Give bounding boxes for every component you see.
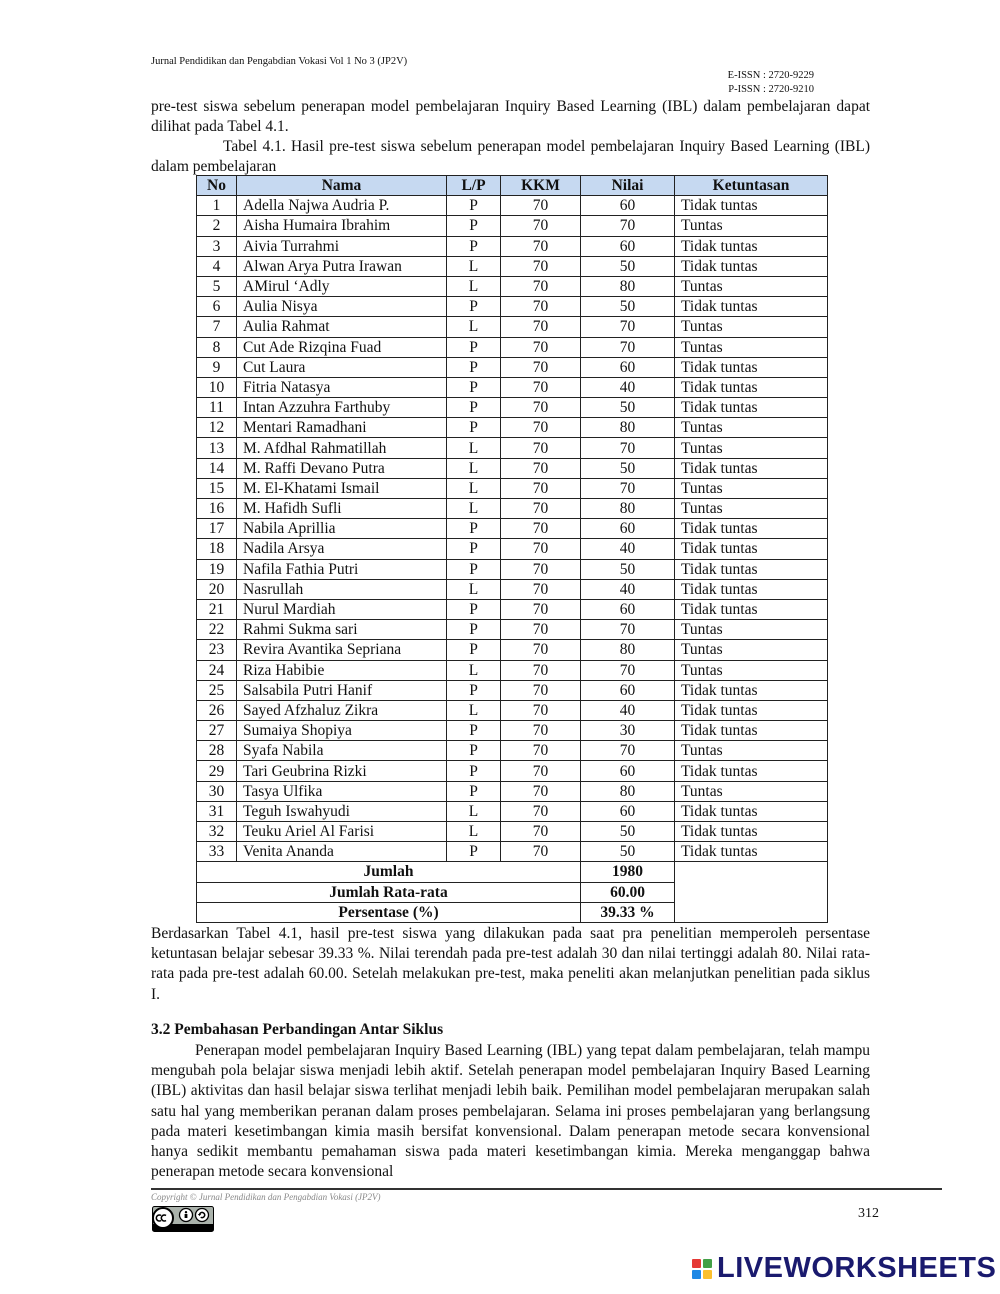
cell-nama: Tari Geubrina Rizki — [237, 761, 447, 781]
cell-kkm: 70 — [501, 721, 581, 741]
header-nilai: Nilai — [581, 176, 675, 196]
cell-no: 9 — [197, 357, 237, 377]
page-number: 312 — [858, 1206, 879, 1221]
cell-no: 14 — [197, 458, 237, 478]
cell-no: 22 — [197, 620, 237, 640]
table-row — [197, 297, 828, 317]
cell-nama: M. Afdhal Rahmatillah — [237, 438, 447, 458]
summary-value: 1980 — [581, 862, 675, 882]
cell-nama: Nadila Arsya — [237, 539, 447, 559]
cell-lp: L — [447, 660, 501, 680]
cell-lp: L — [447, 801, 501, 821]
cell-ketuntasan: Tuntas — [675, 478, 828, 498]
cell-kkm: 70 — [501, 317, 581, 337]
header-lp: L/P — [447, 176, 501, 196]
cell-kkm: 70 — [501, 519, 581, 539]
cell-ketuntasan: Tuntas — [675, 438, 828, 458]
journal-title: Jurnal Pendidikan dan Pengabdian Vokasi Vol 1 No 3 (JP2V) — [151, 56, 408, 67]
cell-ketuntasan: Tuntas — [675, 418, 828, 438]
cell-nama: Salsabila Putri Hanif — [237, 680, 447, 700]
cell-nilai: 60 — [581, 761, 675, 781]
cell-kkm: 70 — [501, 680, 581, 700]
cell-lp: P — [447, 640, 501, 660]
cell-ketuntasan: Tidak tuntas — [675, 297, 828, 317]
cell-lp: P — [447, 297, 501, 317]
table-row — [197, 196, 828, 216]
intro-paragraph: pre-test siswa sebelum penerapan model pembelajaran Inquiry Based Learning (IBL) dalam pembelajaran dapat dilihat pada Tabel 4.1. — [151, 98, 870, 136]
cell-nama: Sumaiya Shopiya — [237, 721, 447, 741]
cell-nilai: 80 — [581, 418, 675, 438]
cell-no: 17 — [197, 519, 237, 539]
cell-ketuntasan: Tidak tuntas — [675, 398, 828, 418]
cell-nama: Aulia Nisya — [237, 297, 447, 317]
table-row — [197, 842, 828, 862]
discussion-paragraph — [151, 1041, 870, 1182]
cell-no: 30 — [197, 781, 237, 801]
table-row — [197, 599, 828, 619]
cell-lp: P — [447, 196, 501, 216]
cell-no: 11 — [197, 398, 237, 418]
table-row — [197, 337, 828, 357]
cell-nilai: 70 — [581, 438, 675, 458]
cell-no: 20 — [197, 579, 237, 599]
table-row — [197, 438, 828, 458]
cell-lp: L — [447, 499, 501, 519]
header-nama: Nama — [237, 176, 447, 196]
cell-nilai: 70 — [581, 317, 675, 337]
pretest-table — [196, 175, 828, 923]
cell-no: 3 — [197, 236, 237, 256]
cell-no: 26 — [197, 700, 237, 720]
cell-nilai: 70 — [581, 620, 675, 640]
table-row — [197, 216, 828, 236]
table-row — [197, 539, 828, 559]
cell-kkm: 70 — [501, 781, 581, 801]
cell-nama: Adella Najwa Audria P. — [237, 196, 447, 216]
cell-no: 27 — [197, 721, 237, 741]
cell-kkm: 70 — [501, 620, 581, 640]
cell-lp: P — [447, 721, 501, 741]
cell-nama: Nabila Aprillia — [237, 519, 447, 539]
cell-nama: M. El-Khatami Ismail — [237, 478, 447, 498]
result-paragraph: Berdasarkan Tabel 4.1, hasil pre-test siswa yang dilakukan pada saat pra penelitian memperoleh persentase ketuntasan belajar sebesar 39.33 %. Nilai terendah pada pre-test adalah 30 dan nilai tertinggi adalah 80. Nilai rata-rata pada pre-test adalah 60.00. Setelah melakukan pre-test, maka peneliti akan melanjutkan penelitian pada siklus I. — [151, 925, 870, 1003]
pissn: P-ISSN : 2720-9210 — [728, 84, 814, 95]
cell-ketuntasan: Tidak tuntas — [675, 761, 828, 781]
cell-nilai: 50 — [581, 256, 675, 276]
cell-kkm: 70 — [501, 418, 581, 438]
cell-no: 18 — [197, 539, 237, 559]
summary-value: 60.00 — [581, 882, 675, 902]
table-row — [197, 822, 828, 842]
table-row — [197, 640, 828, 660]
copyright-text: Copyright © Jurnal Pendidikan dan Pengabdian Vokasi (JP2V) — [151, 1192, 381, 1202]
cell-nilai: 40 — [581, 579, 675, 599]
cell-lp: P — [447, 357, 501, 377]
cell-no: 24 — [197, 660, 237, 680]
cell-kkm: 70 — [501, 458, 581, 478]
table-row — [197, 317, 828, 337]
header-no: No — [197, 176, 237, 196]
cell-nilai: 60 — [581, 236, 675, 256]
cell-ketuntasan: Tuntas — [675, 640, 828, 660]
cell-kkm: 70 — [501, 297, 581, 317]
table-row — [197, 398, 828, 418]
cell-nama: Nurul Mardiah — [237, 599, 447, 619]
footer-rule — [151, 1188, 942, 1190]
cell-kkm: 70 — [501, 276, 581, 296]
cell-lp: P — [447, 398, 501, 418]
cell-lp: P — [447, 741, 501, 761]
cell-ketuntasan: Tuntas — [675, 276, 828, 296]
table-row — [197, 236, 828, 256]
cell-nilai: 60 — [581, 599, 675, 619]
cc-by-sa-icon — [152, 1206, 214, 1232]
table-row — [197, 478, 828, 498]
cell-no: 28 — [197, 741, 237, 761]
cell-nama: Cut Laura — [237, 357, 447, 377]
cell-lp: L — [447, 276, 501, 296]
cell-nilai: 80 — [581, 640, 675, 660]
cell-lp: P — [447, 761, 501, 781]
summary-label: Jumlah Rata-rata — [197, 882, 581, 902]
cell-lp: P — [447, 539, 501, 559]
cell-no: 32 — [197, 822, 237, 842]
table-row — [197, 781, 828, 801]
cell-ketuntasan: Tidak tuntas — [675, 236, 828, 256]
cell-nama: Nafila Fathia Putri — [237, 559, 447, 579]
cell-nama: Nasrullah — [237, 579, 447, 599]
cell-nilai: 60 — [581, 196, 675, 216]
cell-kkm: 70 — [501, 377, 581, 397]
cell-no: 2 — [197, 216, 237, 236]
cell-lp: P — [447, 680, 501, 700]
cell-nama: Syafa Nabila — [237, 741, 447, 761]
cell-ketuntasan: Tidak tuntas — [675, 822, 828, 842]
cell-no: 16 — [197, 499, 237, 519]
cell-nilai: 30 — [581, 721, 675, 741]
table-row — [197, 377, 828, 397]
cell-ketuntasan: Tidak tuntas — [675, 519, 828, 539]
cell-kkm: 70 — [501, 842, 581, 862]
cell-nilai: 60 — [581, 801, 675, 821]
cell-ketuntasan: Tidak tuntas — [675, 680, 828, 700]
cell-kkm: 70 — [501, 256, 581, 276]
cell-lp: P — [447, 377, 501, 397]
cell-nilai: 80 — [581, 781, 675, 801]
liveworksheets-logo-icon — [692, 1259, 712, 1279]
cell-no: 4 — [197, 256, 237, 276]
cell-nama: M. Raffi Devano Putra — [237, 458, 447, 478]
table-row — [197, 256, 828, 276]
table-row — [197, 761, 828, 781]
cell-lp: P — [447, 559, 501, 579]
cell-ketuntasan: Tidak tuntas — [675, 539, 828, 559]
table-row — [197, 458, 828, 478]
cell-no: 5 — [197, 276, 237, 296]
cell-kkm: 70 — [501, 499, 581, 519]
cell-nama: Fitria Natasya — [237, 377, 447, 397]
summary-value: 39.33 % — [581, 902, 675, 922]
cell-ketuntasan: Tidak tuntas — [675, 377, 828, 397]
cell-kkm: 70 — [501, 478, 581, 498]
cell-ketuntasan: Tidak tuntas — [675, 458, 828, 478]
section-heading: 3.2 Pembahasan Perbandingan Antar Siklus — [151, 1021, 444, 1038]
brand-text: LIVEWORKSHEETS — [717, 1252, 997, 1284]
summary-row — [197, 862, 828, 882]
cell-ketuntasan: Tuntas — [675, 317, 828, 337]
cell-lp: P — [447, 216, 501, 236]
cell-lp: P — [447, 519, 501, 539]
cell-no: 23 — [197, 640, 237, 660]
cell-lp: L — [447, 438, 501, 458]
cell-nama: AMirul ‘Adly — [237, 276, 447, 296]
cell-kkm: 70 — [501, 741, 581, 761]
cell-ketuntasan: Tuntas — [675, 741, 828, 761]
cell-nama: Teguh Iswahyudi — [237, 801, 447, 821]
cell-nama: Aivia Turrahmi — [237, 236, 447, 256]
cell-no: 10 — [197, 377, 237, 397]
summary-empty-cell — [675, 862, 828, 923]
cell-nilai: 40 — [581, 377, 675, 397]
cell-nilai: 60 — [581, 519, 675, 539]
table-row — [197, 418, 828, 438]
cell-lp: P — [447, 781, 501, 801]
cell-no: 19 — [197, 559, 237, 579]
cell-ketuntasan: Tidak tuntas — [675, 559, 828, 579]
cell-nama: Alwan Arya Putra Irawan — [237, 256, 447, 276]
cell-no: 8 — [197, 337, 237, 357]
cell-ketuntasan: Tidak tuntas — [675, 599, 828, 619]
cell-nilai: 80 — [581, 499, 675, 519]
cell-lp: P — [447, 842, 501, 862]
cell-kkm: 70 — [501, 579, 581, 599]
cell-no: 31 — [197, 801, 237, 821]
cell-nilai: 50 — [581, 559, 675, 579]
cell-kkm: 70 — [501, 801, 581, 821]
cell-ketuntasan: Tidak tuntas — [675, 196, 828, 216]
table-row — [197, 680, 828, 700]
table-row — [197, 499, 828, 519]
cell-nilai: 60 — [581, 680, 675, 700]
cell-lp: P — [447, 620, 501, 640]
cell-kkm: 70 — [501, 822, 581, 842]
cell-ketuntasan: Tuntas — [675, 216, 828, 236]
cell-nama: Aulia Rahmat — [237, 317, 447, 337]
table-row — [197, 357, 828, 377]
cell-lp: L — [447, 478, 501, 498]
cell-nilai: 50 — [581, 822, 675, 842]
cell-nama: Teuku Ariel Al Farisi — [237, 822, 447, 842]
table-caption: Tabel 4.1. Hasil pre-test siswa sebelum penerapan model pembelajaran Inquiry Based Learning (IBL) dalam pembelajaran — [151, 138, 870, 176]
cell-kkm: 70 — [501, 599, 581, 619]
cell-lp: L — [447, 700, 501, 720]
table-row — [197, 660, 828, 680]
cell-nama: Cut Ade Rizqina Fuad — [237, 337, 447, 357]
cell-kkm: 70 — [501, 700, 581, 720]
cell-nilai: 80 — [581, 276, 675, 296]
cell-kkm: 70 — [501, 761, 581, 781]
cell-kkm: 70 — [501, 660, 581, 680]
cell-nama: M. Hafidh Sufli — [237, 499, 447, 519]
cell-ketuntasan: Tidak tuntas — [675, 721, 828, 741]
cell-ketuntasan: Tuntas — [675, 660, 828, 680]
cell-lp: L — [447, 579, 501, 599]
table-row — [197, 801, 828, 821]
cell-nilai: 70 — [581, 216, 675, 236]
cell-no: 1 — [197, 196, 237, 216]
cell-no: 33 — [197, 842, 237, 862]
header-kkm: KKM — [501, 176, 581, 196]
table-row — [197, 700, 828, 720]
cell-lp: L — [447, 256, 501, 276]
cell-no: 21 — [197, 599, 237, 619]
cell-lp: P — [447, 599, 501, 619]
cell-ketuntasan: Tidak tuntas — [675, 842, 828, 862]
liveworksheets-brand — [692, 1252, 996, 1285]
cell-nilai: 50 — [581, 458, 675, 478]
cell-ketuntasan: Tidak tuntas — [675, 579, 828, 599]
cell-ketuntasan: Tuntas — [675, 337, 828, 357]
cell-kkm: 70 — [501, 236, 581, 256]
cell-no: 15 — [197, 478, 237, 498]
cell-no: 6 — [197, 297, 237, 317]
cell-lp: L — [447, 458, 501, 478]
cell-nama: Tasya Ulfika — [237, 781, 447, 801]
cell-kkm: 70 — [501, 438, 581, 458]
cell-kkm: 70 — [501, 337, 581, 357]
cell-nilai: 50 — [581, 842, 675, 862]
table-row — [197, 579, 828, 599]
cell-kkm: 70 — [501, 398, 581, 418]
cell-ketuntasan: Tuntas — [675, 781, 828, 801]
cell-nama: Rahmi Sukma sari — [237, 620, 447, 640]
cell-lp: P — [447, 337, 501, 357]
cell-lp: L — [447, 317, 501, 337]
cell-kkm: 70 — [501, 640, 581, 660]
summary-label: Persentase (%) — [197, 902, 581, 922]
cell-ketuntasan: Tidak tuntas — [675, 256, 828, 276]
cell-kkm: 70 — [501, 216, 581, 236]
table-row — [197, 721, 828, 741]
table-row — [197, 276, 828, 296]
cell-ketuntasan: Tuntas — [675, 620, 828, 640]
cell-lp: L — [447, 822, 501, 842]
cell-no: 29 — [197, 761, 237, 781]
cell-nilai: 70 — [581, 660, 675, 680]
cell-nama: Revira Avantika Sepriana — [237, 640, 447, 660]
cell-kkm: 70 — [501, 559, 581, 579]
cell-nama: Riza Habibie — [237, 660, 447, 680]
table-row — [197, 620, 828, 640]
cell-ketuntasan: Tidak tuntas — [675, 357, 828, 377]
cell-nilai: 60 — [581, 357, 675, 377]
cell-nilai: 40 — [581, 700, 675, 720]
discussion-text: Penerapan model pembelajaran Inquiry Based Learning (IBL) yang tepat dalam pembelajaran, telah mampu mengubah pola belajar siswa menjadi lebih aktif. Setelah penerapan model pembelajaran Inquiry Based Learning (IBL) aktivitas dan hasil belajar siswa terlihat menjadi lebih baik. Pemilihan model pembelajaran merupakan salah satu hal yang memberikan peranan dalam proses pembelajaran. Selama ini proses pembelajaran yang berlangsung pada materi kesetimbangan kimia masih bersifat konvensional. Dalam penerapan metode secara konvensional hanya sedikit membantu pemahaman siswa pada materi kesetimbangan kimia. Mereka menganggap bahwa penerapan metode secara konvensional — [151, 1042, 870, 1181]
cell-nilai: 70 — [581, 741, 675, 761]
cell-no: 25 — [197, 680, 237, 700]
cell-nilai: 40 — [581, 539, 675, 559]
cell-nama: Sayed Afzhaluz Zikra — [237, 700, 447, 720]
cell-no: 13 — [197, 438, 237, 458]
cell-lp: P — [447, 418, 501, 438]
cell-nilai: 70 — [581, 337, 675, 357]
cell-kkm: 70 — [501, 357, 581, 377]
cell-kkm: 70 — [501, 196, 581, 216]
cell-ketuntasan: Tuntas — [675, 499, 828, 519]
cell-nilai: 50 — [581, 398, 675, 418]
cell-nilai: 50 — [581, 297, 675, 317]
table-row — [197, 559, 828, 579]
cell-nama: Intan Azzuhra Farthuby — [237, 398, 447, 418]
cell-nama: Mentari Ramadhani — [237, 418, 447, 438]
cell-ketuntasan: Tidak tuntas — [675, 700, 828, 720]
cell-nama: Venita Ananda — [237, 842, 447, 862]
cell-lp: P — [447, 236, 501, 256]
eissn: E-ISSN : 2720-9229 — [727, 70, 814, 81]
table-header-row — [197, 176, 828, 196]
cell-ketuntasan: Tidak tuntas — [675, 801, 828, 821]
cell-nama: Aisha Humaira Ibrahim — [237, 216, 447, 236]
cell-no: 7 — [197, 317, 237, 337]
cell-kkm: 70 — [501, 539, 581, 559]
table-row — [197, 741, 828, 761]
cell-nilai: 70 — [581, 478, 675, 498]
table-row — [197, 519, 828, 539]
header-ketuntasan: Ketuntasan — [675, 176, 828, 196]
summary-label: Jumlah — [197, 862, 581, 882]
cell-no: 12 — [197, 418, 237, 438]
